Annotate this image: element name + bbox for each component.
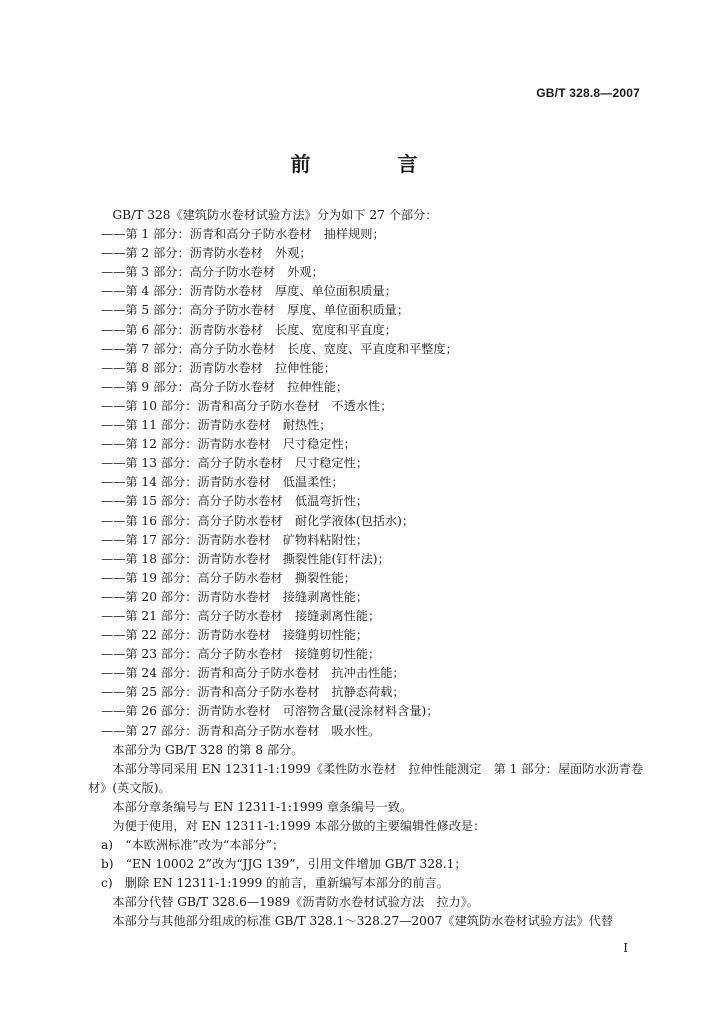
list-item: ——第 3 部分：高分子防水卷材 外观； — [101, 265, 324, 280]
list-item: ——第 26 部分：沥青防水卷材 可溶物含量(浸涂材料含量)； — [101, 704, 439, 719]
equivalence-line-2: 材》(英文版)。 — [88, 780, 171, 795]
list-item: b) “EN 10002 2”改为“JJG 139”，引用文件增加 GB/T 328.1； — [101, 857, 467, 872]
standard-code: GB/T 328.8—2007 — [536, 86, 640, 100]
last-line: 本部分与其他部分组成的标准 GB/T 328.1～328.27—2007《建筑防水卷材试验方法》代替 — [112, 914, 614, 929]
list-item: ——第 22 部分：沥青防水卷材 接缝剪切性能； — [101, 628, 369, 643]
list-item: ——第 11 部分：沥青防水卷材 耐热性； — [101, 418, 332, 433]
list-item: ——第 27 部分：沥青和高分子防水卷材 吸水性。 — [101, 723, 381, 738]
list-item: ——第 8 部分：沥青防水卷材 拉伸性能； — [101, 360, 336, 375]
list-item: ——第 21 部分：高分子防水卷材 接缝剥离性能； — [101, 608, 381, 623]
list-item: ——第 15 部分：高分子防水卷材 低温弯折性； — [101, 494, 369, 509]
edits-intro: 为便于使用，对 EN 12311-1:1999 本部分做的主要编辑性修改是： — [112, 819, 486, 833]
list-item: ——第 9 部分：高分子防水卷材 拉伸性能； — [101, 379, 349, 394]
list-item: ——第 1 部分：沥青和高分子防水卷材 抽样规则； — [101, 227, 385, 242]
chapter-numbering: 本部分章条编号与 EN 12311-1:1999 章条编号一致。 — [112, 799, 413, 814]
list-item: ——第 13 部分：高分子防水卷材 尺寸稳定性； — [101, 456, 369, 471]
equivalence-line-1: 本部分等同采用 EN 12311-1:1999《柔性防水卷材 拉伸性能测定 第 1 部分：屋面防水沥青卷 — [112, 761, 644, 776]
page-number: I — [623, 941, 628, 955]
parts-list — [88, 225, 648, 741]
list-item: ——第 4 部分：沥青防水卷材 厚度、单位面积质量； — [101, 284, 397, 299]
list-item: ——第 19 部分：高分子防水卷材 撕裂性能； — [101, 570, 356, 585]
list-item: ——第 12 部分：沥青防水卷材 尺寸稳定性； — [101, 437, 356, 452]
list-item: ——第 18 部分：沥青防水卷材 撕裂性能(钉杆法)； — [101, 551, 390, 566]
list-item: a) “本欧洲标准”改为“本部分”； — [101, 838, 285, 853]
intro-paragraph: GB/T 328《建筑防水卷材试验方法》分为如下 27 个部分： — [112, 208, 438, 222]
list-item: c) 删除 EN 12311-1:1999 的前言，重新编写本部分的前言。 — [101, 876, 449, 891]
list-item: ——第 2 部分：沥青防水卷材 外观； — [101, 246, 312, 261]
list-item: ——第 5 部分：高分子防水卷材 厚度、单位面积质量； — [101, 303, 410, 318]
list-item: ——第 25 部分：沥青和高分子防水卷材 抗静态荷载； — [101, 685, 405, 700]
list-item: ——第 16 部分：高分子防水卷材 耐化学液体(包括水)； — [101, 513, 415, 528]
list-item: ——第 14 部分：沥青防水卷材 低温柔性； — [101, 475, 344, 490]
list-item: ——第 20 部分：沥青防水卷材 接缝剥离性能； — [101, 589, 369, 604]
list-item: ——第 6 部分：沥青防水卷材 长度、宽度和平直度； — [101, 322, 397, 337]
list-item: ——第 24 部分：沥青和高分子防水卷材 抗冲击性能； — [101, 666, 405, 681]
replaces-statement: 本部分代替 GB/T 328.6—1989《沥青防水卷材试验方法 拉力》。 — [112, 895, 479, 910]
document-body — [88, 206, 648, 932]
statement-part: 本部分为 GB/T 328 的第 8 部分。 — [112, 742, 304, 757]
list-item: ——第 7 部分：高分子防水卷材 长度、宽度、平直度和平整度； — [101, 341, 458, 356]
list-item: ——第 10 部分：沥青和高分子防水卷材 不透水性； — [101, 398, 393, 413]
page-title: 前 言 — [290, 152, 458, 176]
list-item: ——第 23 部分：高分子防水卷材 接缝剪切性能； — [101, 647, 381, 662]
list-item: ——第 17 部分：沥青防水卷材 矿物料粘附性； — [101, 532, 369, 547]
edits-list — [88, 836, 648, 893]
